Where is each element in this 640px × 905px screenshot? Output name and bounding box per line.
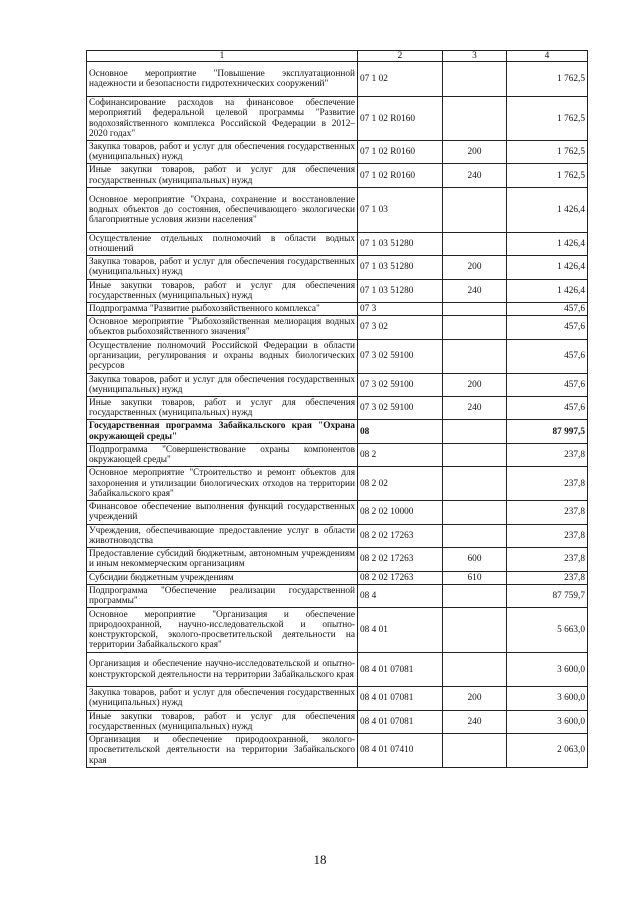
row-code-cell: 08 [358, 420, 443, 443]
row-code-cell: 08 4 01 [358, 608, 443, 653]
table-row [87, 608, 588, 653]
row-expense-type-cell [443, 467, 507, 501]
row-amount-cell: 457,6 [507, 316, 588, 339]
row-name-cell: Подпрограмма "Обеспечение реализации государственной программы" [87, 584, 358, 607]
row-expense-type-cell: 200 [443, 687, 507, 710]
page-number: 18 [313, 852, 327, 867]
row-code-cell: 07 3 02 59100 [358, 373, 443, 396]
table-row [87, 97, 588, 141]
table-row [87, 501, 588, 524]
row-expense-type-cell: 240 [443, 710, 507, 733]
row-expense-type-cell: 200 [443, 141, 507, 164]
column-header-3: 3 [443, 51, 507, 62]
row-expense-type-cell: 600 [443, 548, 507, 571]
row-code-cell: 07 3 02 59100 [358, 339, 443, 373]
table-row [87, 420, 588, 443]
row-name-cell: Государственная программа Забайкальского края "Охрана окружающей среды" [87, 420, 358, 443]
row-code-cell: 08 4 01 07410 [358, 733, 443, 767]
row-expense-type-cell: 240 [443, 397, 507, 420]
row-expense-type-cell: 240 [443, 279, 507, 302]
row-expense-type-cell [443, 187, 507, 232]
row-expense-type-cell [443, 584, 507, 607]
table-row [87, 443, 588, 466]
row-name-cell: Основное мероприятие "Организация и обеспечение природоохранной, научно-исследовательской и опытно-конструкторской, эколого-просветительской деятельности на территории Забайкальского края" [87, 608, 358, 653]
row-code-cell: 07 1 02 [358, 62, 443, 97]
row-name-cell: Субсидии бюджетным учреждениям [87, 571, 358, 584]
row-expense-type-cell [443, 62, 507, 97]
row-amount-cell: 237,8 [507, 467, 588, 501]
row-expense-type-cell: 200 [443, 256, 507, 279]
table-row [87, 687, 588, 710]
row-expense-type-cell [443, 443, 507, 466]
row-name-cell: Предоставление субсидий бюджетным, автономным учреждениям и иным некоммерческим организациям [87, 548, 358, 571]
table-row [87, 584, 588, 607]
row-code-cell: 08 2 02 17263 [358, 571, 443, 584]
row-expense-type-cell: 200 [443, 373, 507, 396]
table-row [87, 733, 588, 767]
table-row [87, 303, 588, 316]
row-expense-type-cell [443, 608, 507, 653]
table-row [87, 571, 588, 584]
row-amount-cell: 237,8 [507, 443, 588, 466]
row-amount-cell: 457,6 [507, 397, 588, 420]
row-code-cell: 07 1 03 51280 [358, 256, 443, 279]
row-code-cell: 07 1 03 [358, 187, 443, 232]
row-code-cell: 08 2 02 [358, 467, 443, 501]
row-name-cell: Учреждения, обеспечивающие предоставление услуг в области животноводства [87, 524, 358, 547]
row-amount-cell: 237,8 [507, 571, 588, 584]
column-header-2: 2 [358, 51, 443, 62]
row-code-cell: 07 3 02 [358, 316, 443, 339]
row-name-cell: Закупка товаров, работ и услуг для обеспечения государственных (муниципальных) нужд [87, 687, 358, 710]
row-name-cell: Иные закупки товаров, работ и услуг для обеспечения государственных (муниципальных) нужд [87, 710, 358, 733]
row-amount-cell: 457,6 [507, 303, 588, 316]
row-amount-cell: 1 426,4 [507, 187, 588, 232]
row-name-cell: Иные закупки товаров, работ и услуг для обеспечения государственных (муниципальных) нужд [87, 397, 358, 420]
budget-table [86, 50, 588, 768]
row-code-cell: 07 1 02 R0160 [358, 141, 443, 164]
row-expense-type-cell [443, 316, 507, 339]
row-amount-cell: 2 063,0 [507, 733, 588, 767]
row-amount-cell: 1 762,5 [507, 164, 588, 187]
row-name-cell: Основное мероприятие "Охрана, сохранение и восстановление водных объектов до состояния, обеспечивающего экологически благоприятные условия жизни населения" [87, 187, 358, 232]
row-name-cell: Осуществление полномочий Российской Федерации в области организации, регулирования и охраны водных биологических ресурсов [87, 339, 358, 373]
row-name-cell: Основное мероприятие "Повышение эксплуатационной надежности и безопасности гидротехнических сооружений" [87, 62, 358, 97]
table-header-row [87, 51, 588, 62]
row-name-cell: Организация и обеспечение природоохранной, эколого-просветительской деятельности на территории Забайкальского края [87, 733, 358, 767]
row-name-cell: Иные закупки товаров, работ и услуг для обеспечения государственных (муниципальных) нужд [87, 279, 358, 302]
row-amount-cell: 1 762,5 [507, 141, 588, 164]
table-row [87, 187, 588, 232]
table-row [87, 524, 588, 547]
table-row [87, 548, 588, 571]
row-amount-cell: 1 426,4 [507, 232, 588, 255]
row-expense-type-cell [443, 232, 507, 255]
table-row [87, 256, 588, 279]
table-row [87, 62, 588, 97]
table-row [87, 164, 588, 187]
row-amount-cell: 3 600,0 [507, 687, 588, 710]
row-expense-type-cell [443, 339, 507, 373]
row-code-cell: 08 2 02 17263 [358, 548, 443, 571]
row-code-cell: 08 4 01 07081 [358, 653, 443, 687]
row-name-cell: Финансовое обеспечение выполнения функций государственных учреждений [87, 501, 358, 524]
row-name-cell: Закупка товаров, работ и услуг для обеспечения государственных (муниципальных) нужд [87, 256, 358, 279]
row-amount-cell: 3 600,0 [507, 710, 588, 733]
row-amount-cell: 1 762,5 [507, 97, 588, 141]
row-name-cell: Осуществление отдельных полномочий в области водных отношений [87, 232, 358, 255]
table-row [87, 373, 588, 396]
table-row [87, 397, 588, 420]
row-amount-cell: 457,6 [507, 373, 588, 396]
row-amount-cell: 237,8 [507, 548, 588, 571]
row-code-cell: 07 3 [358, 303, 443, 316]
row-amount-cell: 3 600,0 [507, 653, 588, 687]
table-row [87, 653, 588, 687]
row-code-cell: 07 1 03 51280 [358, 279, 443, 302]
column-header-1: 1 [87, 51, 358, 62]
row-code-cell: 07 1 03 51280 [358, 232, 443, 255]
table-row [87, 467, 588, 501]
row-amount-cell: 1 426,4 [507, 256, 588, 279]
row-expense-type-cell: 610 [443, 571, 507, 584]
row-expense-type-cell [443, 501, 507, 524]
row-expense-type-cell [443, 524, 507, 547]
row-expense-type-cell [443, 653, 507, 687]
row-amount-cell: 237,8 [507, 501, 588, 524]
row-amount-cell: 5 663,0 [507, 608, 588, 653]
row-name-cell: Софинансирование расходов на финансовое обеспечение мероприятий федеральной целевой программы "Развитие водохозяйственного комплекса Российской Федерации в 2012–2020 годах" [87, 97, 358, 141]
row-code-cell: 08 4 01 07081 [358, 710, 443, 733]
table-row [87, 339, 588, 373]
row-code-cell: 07 1 02 R0160 [358, 164, 443, 187]
row-code-cell: 07 1 02 R0160 [358, 97, 443, 141]
table-row [87, 710, 588, 733]
row-name-cell: Закупка товаров, работ и услуг для обеспечения государственных (муниципальных) нужд [87, 373, 358, 396]
column-header-4: 4 [507, 51, 588, 62]
row-code-cell: 08 4 [358, 584, 443, 607]
row-expense-type-cell [443, 733, 507, 767]
table-row [87, 232, 588, 255]
row-code-cell: 08 4 01 07081 [358, 687, 443, 710]
row-amount-cell: 87 997,5 [507, 420, 588, 443]
table-row [87, 316, 588, 339]
row-code-cell: 07 3 02 59100 [358, 397, 443, 420]
table-row [87, 141, 588, 164]
row-name-cell: Подпрограмма "Развитие рыбохозяйственного комплекса" [87, 303, 358, 316]
row-amount-cell: 1 762,5 [507, 62, 588, 97]
row-code-cell: 08 2 02 17263 [358, 524, 443, 547]
row-name-cell: Закупка товаров, работ и услуг для обеспечения государственных (муниципальных) нужд [87, 141, 358, 164]
row-code-cell: 08 2 [358, 443, 443, 466]
row-name-cell: Иные закупки товаров, работ и услуг для обеспечения государственных (муниципальных) нужд [87, 164, 358, 187]
row-expense-type-cell: 240 [443, 164, 507, 187]
row-name-cell: Основное мероприятие "Строительство и ремонт объектов для захоронения и утилизации биологических отходов на территории Забайкальского края" [87, 467, 358, 501]
row-amount-cell: 237,8 [507, 524, 588, 547]
row-expense-type-cell [443, 420, 507, 443]
row-expense-type-cell [443, 97, 507, 141]
row-amount-cell: 87 759,7 [507, 584, 588, 607]
row-code-cell: 08 2 02 10000 [358, 501, 443, 524]
row-name-cell: Организация и обеспечение научно-исследовательской и опытно-конструкторской деятельности на территории Забайкальского края [87, 653, 358, 687]
table-row [87, 279, 588, 302]
row-amount-cell: 457,6 [507, 339, 588, 373]
row-amount-cell: 1 426,4 [507, 279, 588, 302]
row-expense-type-cell [443, 303, 507, 316]
row-name-cell: Подпрограмма "Совершенствование охраны компонентов окружающей среды" [87, 443, 358, 466]
row-name-cell: Основное мероприятие "Рыбохозяйственная мелиорация водных объектов рыбохозяйственного значения" [87, 316, 358, 339]
